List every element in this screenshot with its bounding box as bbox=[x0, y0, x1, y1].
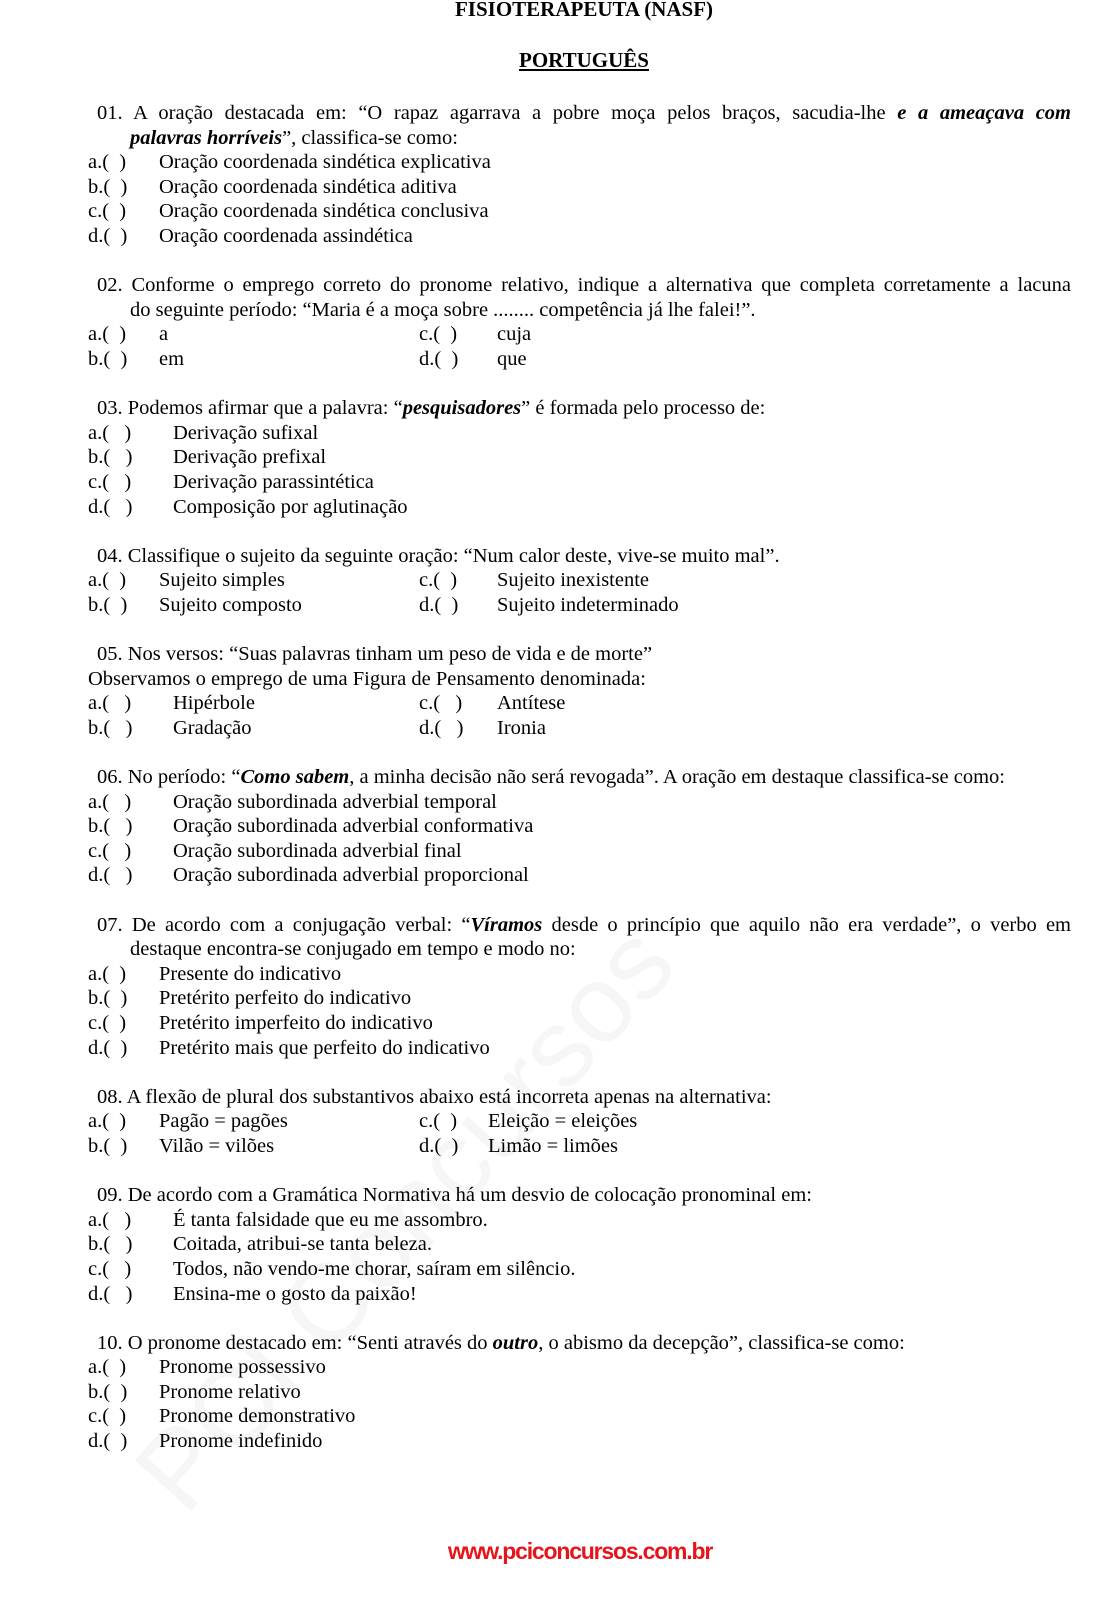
answer-option-text: Oração coordenada sindética aditiva bbox=[159, 175, 457, 198]
stem-text: 08. A flexão de plural dos substantivos abaixo está incorreta apenas na alternativa: bbox=[97, 1085, 772, 1108]
question-stem-line bbox=[97, 544, 780, 569]
answer-option bbox=[0, 1404, 1101, 1429]
answer-option bbox=[0, 790, 1101, 815]
answer-option-text: Oração coordenada sindética conclusiva bbox=[159, 200, 489, 223]
question-7 bbox=[0, 913, 1101, 1085]
question-10 bbox=[0, 1331, 1101, 1479]
answer-checkbox[interactable]: a.( ) bbox=[88, 692, 132, 715]
answer-checkbox[interactable]: b.( ) bbox=[88, 347, 128, 370]
stem-text: 05. Nos versos: “Suas palavras tinham um peso de vida e de morte” bbox=[97, 643, 653, 666]
question-9 bbox=[0, 1183, 1101, 1331]
question-8 bbox=[0, 1085, 1101, 1183]
answer-option bbox=[0, 1208, 1101, 1233]
answer-option bbox=[0, 1232, 1101, 1257]
stem-text: 02. Conforme o emprego correto do pronome relativo, indique a alternativa que completa corretamente a lacuna bbox=[97, 274, 1071, 297]
answer-option-text: Hipérbole bbox=[173, 692, 255, 715]
question-3 bbox=[0, 396, 1101, 544]
question-stem-line bbox=[130, 298, 756, 323]
answer-option-text: Ironia bbox=[497, 716, 546, 739]
answer-option-text: Oração coordenada assindética bbox=[159, 224, 413, 247]
answer-checkbox[interactable]: b.( ) bbox=[88, 1233, 133, 1256]
stem-text: 10. O pronome destacado em: “Senti através do bbox=[97, 1331, 493, 1354]
answer-checkbox[interactable]: d.( ) bbox=[88, 224, 128, 247]
answer-option-text: Presente do indicativo bbox=[159, 962, 342, 985]
answer-checkbox[interactable]: d.( ) bbox=[88, 495, 133, 518]
answer-option-row bbox=[0, 347, 1101, 372]
answer-checkbox[interactable]: c.( ) bbox=[419, 1110, 458, 1133]
answer-checkbox[interactable]: c.( ) bbox=[88, 200, 127, 223]
answer-option-text: Pagão = pagões bbox=[159, 1110, 288, 1133]
answer-checkbox[interactable]: c.( ) bbox=[88, 1011, 127, 1034]
answer-checkbox[interactable]: d.( ) bbox=[419, 593, 459, 616]
answer-checkbox[interactable]: a.( ) bbox=[88, 962, 127, 985]
question-6 bbox=[0, 765, 1101, 913]
answer-option bbox=[0, 150, 1101, 175]
answer-option-text: Composição por aglutinação bbox=[173, 495, 408, 518]
answer-checkbox[interactable]: a.( ) bbox=[88, 1356, 127, 1379]
question-stem-line bbox=[97, 1331, 905, 1356]
answer-checkbox[interactable]: c.( ) bbox=[419, 569, 458, 592]
answer-option-text: Pronome possessivo bbox=[159, 1356, 326, 1379]
answer-option bbox=[0, 421, 1101, 446]
answer-option-text: cuja bbox=[497, 323, 532, 346]
answer-option-row bbox=[0, 322, 1101, 347]
stem-text: 07. De acordo com a conjugação verbal: “ bbox=[97, 913, 471, 936]
answer-option-row bbox=[0, 1109, 1101, 1134]
answer-checkbox[interactable]: d.( ) bbox=[88, 1036, 128, 1059]
answer-option-text: que bbox=[497, 347, 527, 370]
answer-option-text: É tanta falsidade que eu me assombro. bbox=[173, 1208, 488, 1231]
stem-text: , o abismo da decepção”, classifica-se como: bbox=[538, 1331, 905, 1354]
answer-option bbox=[0, 1011, 1101, 1036]
answer-option bbox=[0, 1036, 1101, 1061]
answer-option-text: Pronome indefinido bbox=[159, 1430, 323, 1453]
highlighted-term: outro bbox=[492, 1331, 539, 1354]
answer-checkbox[interactable]: a.( ) bbox=[88, 790, 132, 813]
answer-option-text: Todos, não vendo-me chorar, saíram em silêncio. bbox=[173, 1257, 576, 1280]
answer-option bbox=[0, 986, 1101, 1011]
answer-option bbox=[0, 839, 1101, 864]
highlighted-term: e a ameaçava com bbox=[897, 102, 1072, 124]
answer-option-text: Pronome relativo bbox=[159, 1380, 301, 1403]
answer-option-text: Sujeito indeterminado bbox=[497, 593, 679, 616]
answer-checkbox[interactable]: a.( ) bbox=[88, 421, 132, 444]
answer-option-text: Oração subordinada adverbial conformativa bbox=[173, 815, 534, 838]
stem-text: 03. Podemos afirmar que a palavra: “ bbox=[97, 397, 403, 420]
answer-option-text: Sujeito inexistente bbox=[497, 569, 650, 592]
highlighted-term: Víramos bbox=[470, 913, 543, 936]
question-stem-line bbox=[97, 1085, 772, 1110]
question-stem-line bbox=[97, 101, 1071, 126]
answer-option-text: Antítese bbox=[497, 692, 566, 715]
answer-option-row bbox=[0, 1134, 1101, 1159]
question-4 bbox=[0, 544, 1101, 642]
answer-option bbox=[0, 224, 1101, 249]
question-stem-line bbox=[97, 273, 1071, 298]
answer-checkbox[interactable]: a.( ) bbox=[88, 1208, 132, 1231]
answer-checkbox[interactable]: d.( ) bbox=[419, 716, 464, 739]
answer-option-text: Derivação prefixal bbox=[173, 446, 327, 469]
stem-text: 06. No período: “ bbox=[97, 766, 241, 789]
highlighted-term: palavras horríveis bbox=[130, 126, 283, 149]
answer-option bbox=[0, 445, 1101, 470]
answer-checkbox[interactable]: b.( ) bbox=[88, 716, 133, 739]
stem-text: desde o princípio que aquilo não era verdade”, o verbo em bbox=[542, 913, 1072, 936]
stem-text: destaque encontra-se conjugado em tempo e modo no: bbox=[130, 938, 576, 961]
stem-text: do seguinte período: “Maria é a moça sobre ........ competência já lhe falei!”. bbox=[130, 298, 756, 321]
answer-option bbox=[0, 470, 1101, 495]
answer-checkbox[interactable]: b.( ) bbox=[88, 175, 128, 198]
answer-option-text: Pretérito imperfeito do indicativo bbox=[159, 1011, 433, 1034]
question-stem-line bbox=[97, 396, 765, 421]
stem-text: ”, classifica-se como: bbox=[282, 126, 458, 149]
answer-option-text: Vilão = vilões bbox=[159, 1134, 275, 1157]
answer-option-text: Ensina-me o gosto da paixão! bbox=[173, 1282, 417, 1305]
answer-option-text: Gradação bbox=[173, 716, 252, 739]
highlighted-term: Como sabem bbox=[240, 766, 350, 789]
answer-checkbox[interactable]: d.( ) bbox=[88, 1430, 128, 1453]
answer-checkbox[interactable]: a.( ) bbox=[88, 323, 127, 346]
question-stem-line bbox=[88, 667, 646, 692]
answer-option bbox=[0, 199, 1101, 224]
answer-option bbox=[0, 1429, 1101, 1454]
answer-checkbox[interactable]: d.( ) bbox=[419, 347, 459, 370]
answer-option-row bbox=[0, 716, 1101, 741]
answer-checkbox[interactable]: a.( ) bbox=[88, 569, 127, 592]
answer-option bbox=[0, 1380, 1101, 1405]
answer-option bbox=[0, 1257, 1101, 1282]
answer-checkbox[interactable]: b.( ) bbox=[88, 815, 133, 838]
question-stem-line bbox=[97, 765, 1005, 790]
answer-option-text: Limão = limões bbox=[488, 1134, 618, 1157]
answer-option-text: Derivação sufixal bbox=[173, 421, 319, 444]
answer-option bbox=[0, 863, 1101, 888]
question-stem-line bbox=[97, 642, 652, 667]
stem-text: 04. Classifique o sujeito da seguinte oração: “Num calor deste, vive-se muito mal”. bbox=[97, 544, 780, 567]
answer-option-text: Pronome demonstrativo bbox=[159, 1405, 356, 1428]
answer-checkbox[interactable]: d.( ) bbox=[88, 864, 133, 887]
answer-option-text: Oração subordinada adverbial temporal bbox=[173, 790, 497, 813]
answer-checkbox[interactable]: b.( ) bbox=[88, 1380, 128, 1403]
answer-option-text: a bbox=[159, 323, 169, 346]
answer-option-row bbox=[0, 593, 1101, 618]
stem-text: ” é formada pelo processo de: bbox=[521, 397, 766, 420]
answer-checkbox[interactable]: c.( ) bbox=[88, 470, 132, 493]
question-list bbox=[0, 101, 1101, 1478]
answer-option bbox=[0, 175, 1101, 200]
answer-checkbox[interactable]: c.( ) bbox=[88, 1257, 132, 1280]
answer-option bbox=[0, 1282, 1101, 1307]
question-stem-line bbox=[130, 126, 458, 151]
answer-checkbox[interactable]: b.( ) bbox=[88, 446, 133, 469]
answer-checkbox[interactable]: b.( ) bbox=[88, 987, 128, 1010]
answer-option-text: em bbox=[159, 347, 185, 370]
answer-checkbox[interactable]: c.( ) bbox=[419, 692, 463, 715]
question-5 bbox=[0, 642, 1101, 765]
footer-url[interactable]: www.pciconcursos.com.br bbox=[447, 1538, 713, 1564]
subject-heading: PORTUGUÊS bbox=[519, 48, 649, 72]
question-stem-line bbox=[130, 937, 576, 962]
stem-text: 09. De acordo com a Gramática Normativa há um desvio de colocação pronominal em: bbox=[97, 1184, 812, 1207]
answer-checkbox[interactable]: a.( ) bbox=[88, 1110, 127, 1133]
question-1 bbox=[0, 101, 1101, 273]
answer-checkbox[interactable]: d.( ) bbox=[88, 1282, 133, 1305]
answer-checkbox[interactable]: c.( ) bbox=[88, 839, 132, 862]
answer-option-text: Pretérito mais que perfeito do indicativo bbox=[159, 1036, 490, 1059]
highlighted-term: pesquisadores bbox=[402, 397, 522, 420]
answer-option bbox=[0, 814, 1101, 839]
answer-checkbox[interactable]: c.( ) bbox=[419, 323, 458, 346]
answer-option-text: Coitada, atribui-se tanta beleza. bbox=[173, 1233, 432, 1256]
answer-option-text: Eleição = eleições bbox=[488, 1110, 638, 1133]
answer-checkbox[interactable]: b.( ) bbox=[88, 1134, 128, 1157]
answer-option bbox=[0, 1355, 1101, 1380]
answer-option bbox=[0, 962, 1101, 987]
answer-checkbox[interactable]: a.( ) bbox=[88, 151, 127, 174]
document-title: FISIOTERAPEUTA (NASF) bbox=[454, 0, 714, 21]
stem-text: 01. A oração destacada em: “O rapaz agarrava a pobre moça pelos braços, sacudia-lhe bbox=[97, 102, 898, 124]
answer-option-text: Pretérito perfeito do indicativo bbox=[159, 987, 412, 1010]
answer-checkbox[interactable]: d.( ) bbox=[419, 1134, 459, 1157]
answer-option-row bbox=[0, 568, 1101, 593]
stem-text: , a minha decisão não será revogada”. A oração em destaque classifica-se como: bbox=[349, 766, 1005, 789]
answer-option-text: Sujeito simples bbox=[159, 569, 285, 592]
answer-option-text: Oração subordinada adverbial proporcional bbox=[173, 864, 529, 887]
answer-checkbox[interactable]: c.( ) bbox=[88, 1405, 127, 1428]
question-stem-line bbox=[97, 913, 1071, 938]
answer-option-text: Sujeito composto bbox=[159, 593, 302, 616]
answer-option-row bbox=[0, 691, 1101, 716]
answer-option-text: Derivação parassintética bbox=[173, 470, 374, 493]
stem-text: Observamos o emprego de uma Figura de Pensamento denominada: bbox=[88, 667, 646, 690]
answer-option bbox=[0, 495, 1101, 520]
answer-option-text: Oração subordinada adverbial final bbox=[173, 839, 462, 862]
answer-option-text: Oração coordenada sindética explicativa bbox=[159, 151, 491, 174]
question-2 bbox=[0, 273, 1101, 396]
answer-checkbox[interactable]: b.( ) bbox=[88, 593, 128, 616]
question-stem-line bbox=[97, 1183, 812, 1208]
